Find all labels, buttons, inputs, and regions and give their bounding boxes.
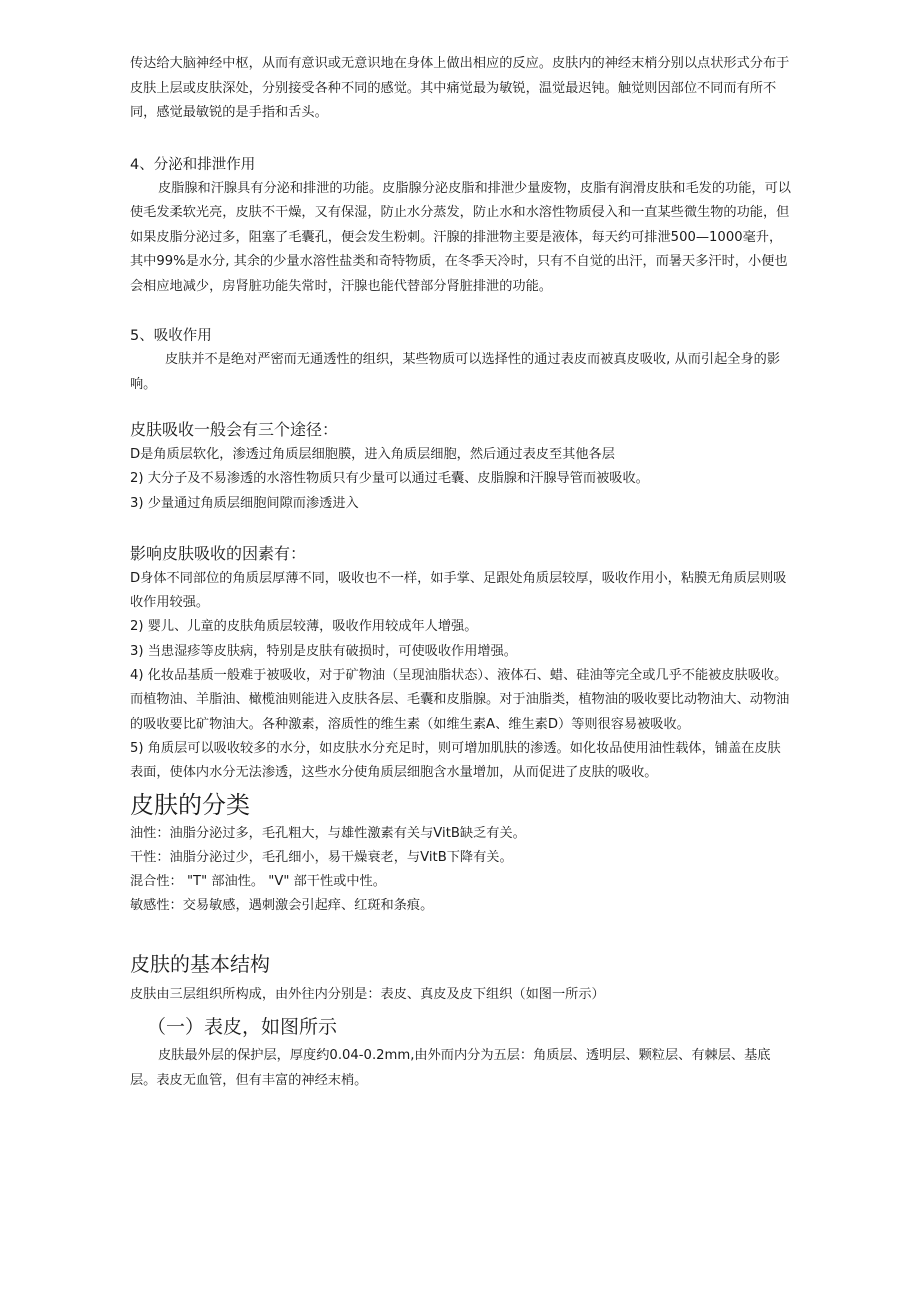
pathway-item-3: 3) 少量通过角质层细胞间隙而渗透进入 [130, 495, 359, 511]
classification-dry: 干性：油脂分泌过少，毛孔细小，易干燥衰老，与VitB下降有关。 [130, 849, 513, 865]
absorption-pathways-heading: 皮肤吸收一般会有三个途径： [130, 420, 339, 439]
classification-oily: 油性：油脂分泌过多，毛孔粗大，与雄性激素有关与VitB缺乏有关。 [130, 825, 526, 841]
factor-item-2: 2) 婴儿、儿童的皮肤角质层较薄，吸收作用较成年人增强。 [130, 619, 478, 635]
classification-combination: 混合性： "T" 部油性。 "V" 部干性或中性。 [130, 874, 386, 890]
classification-sensitive: 敏感性：交易敏感，遇刺激会引起痒、红斑和条痕。 [130, 898, 434, 914]
pathway-item-2: 2) 大分子及不易渗透的水溶性物质只有少量可以通过毛囊、皮脂腺和汗腺导管而被吸收。 [130, 471, 649, 487]
absorption-factors-heading: 影响皮肤吸收的因素有： [130, 543, 307, 563]
section-4-heading: 4、分泌和排泄作用 [130, 156, 256, 173]
document-page [130, 52, 792, 1093]
skin-classification-heading: 皮肤的分类 [130, 790, 250, 819]
epidermis-body: 皮肤最外层的保护层，厚度约0.04-0.2mm,由外而内分为五层：角质层、透明层、颗粒层、有棘层、基底层。表皮无血管，但有丰富的神经末梢。 [130, 1048, 771, 1088]
factor-item-4: 4) 化妆品基质一般难于被吸收，对于矿物油（呈现油脂状态）、液体石、蜡、硅油等完全或几乎不能被皮肤吸收。而植物油、羊脂油、橄榄油则能进入皮肤各层、毛囊和皮脂腺。对于油脂类，植物油的吸收要比动物油大、动物油的吸收要比矿物油大。各种激素，溶质性的维生素（如维生素A、维生素D）等则很容易被吸收。 [130, 668, 790, 732]
section-5-body: 皮肤并不是绝对严密而无通透性的组织，某些物质可以选择性的通过表皮而被真皮吸收, 从而引起全身的影响。 [130, 352, 781, 392]
epidermis-subheading: （一）表皮，如图所示 [147, 1016, 338, 1039]
factor-item-3: 3) 当患湿疹等皮肤病，特别是皮肤有破损时，可使吸收作用增强。 [130, 643, 517, 659]
section-5-heading: 5、吸收作用 [130, 328, 212, 344]
factor-item-5: 5) 角质层可以吸收较多的水分，如皮肤水分充足时，则可增加肌肤的渗透。如化妆品使用油性载体，铺盖在皮肤表面，使体内水分无法渗透，这些水分使角质层细胞含水量增加，从而促进了皮肤的吸收。 [130, 740, 781, 781]
factor-item-1: D身体不同部位的角质层厚薄不同，吸收也不一样，如手掌、足跟处角质层较厚，吸收作用小，粘膜无角质层则吸收作用较强。 [130, 570, 787, 611]
intro-paragraph: 传达给大脑神经中枢，从而有意识或无意识地在身体上做出相应的反应。皮肤内的神经末梢分别以点状形式分布于皮肤上层或皮肤深处，分别接受各种不同的感觉。其中痛觉最为敏锐，温觉最迟钝。触觉则因部位不同而有所不同，感觉最敏锐的是手指和舌头。 [130, 56, 790, 120]
skin-structure-intro: 皮肤由三层组织所构成，由外往内分别是：表皮、真皮及皮下组织（如图一所示） [130, 986, 605, 1002]
pathway-item-1: D是角质层软化，渗透过角质层细胞膜，进入角质层细胞，然后通过表皮至其他各层 [130, 447, 615, 462]
section-4-body: 皮脂腺和汗腺具有分泌和排泄的功能。皮脂腺分泌皮脂和排泄少量废物，皮脂有润滑皮肤和毛发的功能，可以使毛发柔软光亮，皮肤不干燥，又有保湿，防止水分蒸发，防止水和水溶性物质侵入和一直某些微生物的功能，但如果皮脂分泌过多，阻塞了毛囊孔，便会发生粉刺。汗腺的排泄物主要是液体，每天约可排泄500—1000毫升，其中99%是水分, 其余的少量水溶性盐类和奇特物质，在冬季天冷时，只有不自觉的出汗，而暑天多汗时，小便也会相应地减少，房肾脏功能失常时，汗腺也能代替部分肾脏排泄的功能。 [130, 180, 791, 294]
skin-structure-heading: 皮肤的基本结构 [130, 951, 270, 976]
